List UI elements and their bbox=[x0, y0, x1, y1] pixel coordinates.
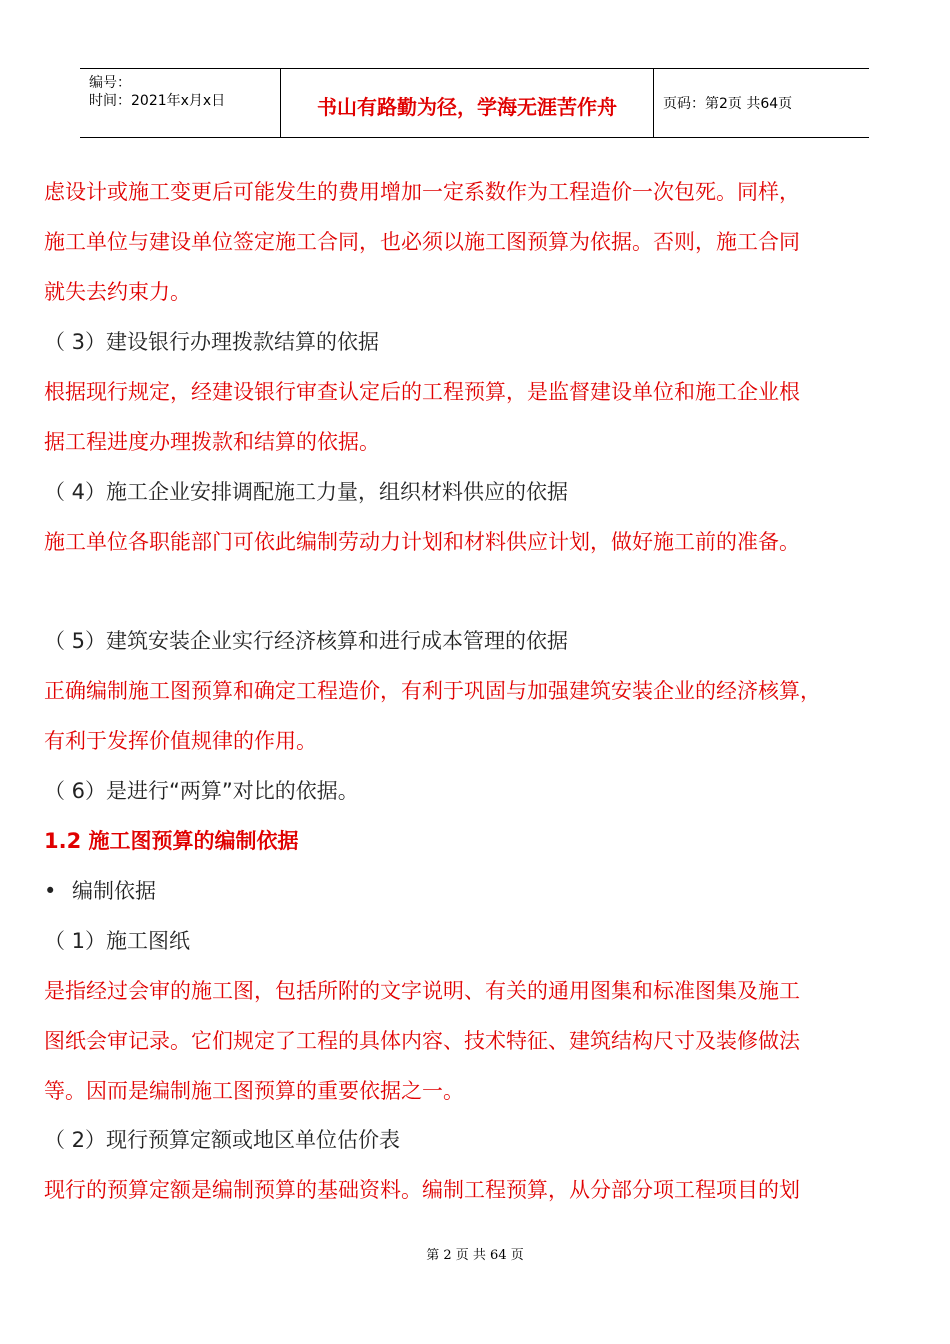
paragraph-line: 是指经过会审的施工图，包括所附的文字说明、有关的通用图集和标准图集及施工 bbox=[44, 979, 800, 1003]
bullet-item bbox=[44, 876, 156, 906]
paragraph-line: 施工单位各职能部门可依此编制劳动力计划和材料供应计划，做好施工前的准备。 bbox=[44, 530, 800, 554]
subheading-6: （ 6）是进行“两算”对比的依据。 bbox=[44, 779, 359, 803]
paragraph-line: 据工程进度办理拨款和结算的依据。 bbox=[44, 430, 380, 454]
document-number-label: 编号： bbox=[89, 75, 131, 91]
header-motto: 书山有路勤为径，学海无涯苦作舟 bbox=[317, 95, 617, 119]
subheading-4: （ 4）施工企业安排调配施工力量，组织材料供应的依据 bbox=[44, 480, 569, 504]
paragraph-line: 根据现行规定，经建设银行审查认定后的工程预算，是监督建设单位和施工企业根 bbox=[44, 380, 800, 404]
paragraph-line: 等。因而是编制施工图预算的重要依据之一。 bbox=[44, 1079, 464, 1103]
section-heading: 1.2 施工图预算的编制依据 bbox=[44, 829, 299, 853]
subheading-2: （ 2）现行预算定额或地区单位估价表 bbox=[44, 1128, 401, 1152]
header-cell-info bbox=[80, 69, 281, 137]
paragraph-line: 就失去约束力。 bbox=[44, 280, 191, 304]
header-page-number: 页码：第2页 共64页 bbox=[663, 96, 793, 112]
subheading-3: （ 3）建设银行办理拨款结算的依据 bbox=[44, 330, 380, 354]
header-cell-page bbox=[654, 69, 869, 137]
paragraph-line: 图纸会审记录。它们规定了工程的具体内容、技术特征、建筑结构尺寸及装修做法 bbox=[44, 1029, 800, 1053]
header-cell-motto bbox=[281, 69, 654, 137]
paragraph-line: 正确编制施工图预算和确定工程造价，有利于巩固与加强建筑安装企业的经济核算， bbox=[44, 679, 821, 703]
bullet-dot: • bbox=[44, 879, 57, 903]
header-table bbox=[80, 68, 869, 138]
bullet-text: 编制依据 bbox=[72, 879, 156, 903]
subheading-1: （ 1）施工图纸 bbox=[44, 929, 191, 953]
paragraph-line: 现行的预算定额是编制预算的基础资料。编制工程预算，从分部分项工程项目的划 bbox=[44, 1178, 800, 1202]
document-time-label: 时间：2021年x月x日 bbox=[89, 93, 226, 109]
paragraph-line: 有利于发挥价值规律的作用。 bbox=[44, 729, 317, 753]
subheading-5: （ 5）建筑安装企业实行经济核算和进行成本管理的依据 bbox=[44, 629, 569, 653]
paragraph-line: 施工单位与建设单位签定施工合同，也必须以施工图预算为依据。否则，施工合同 bbox=[44, 230, 800, 254]
page-footer: 第 2 页 共 64 页 bbox=[426, 1248, 524, 1263]
paragraph-line: 虑设计或施工变更后可能发生的费用增加一定系数作为工程造价一次包死。同样， bbox=[44, 180, 800, 204]
